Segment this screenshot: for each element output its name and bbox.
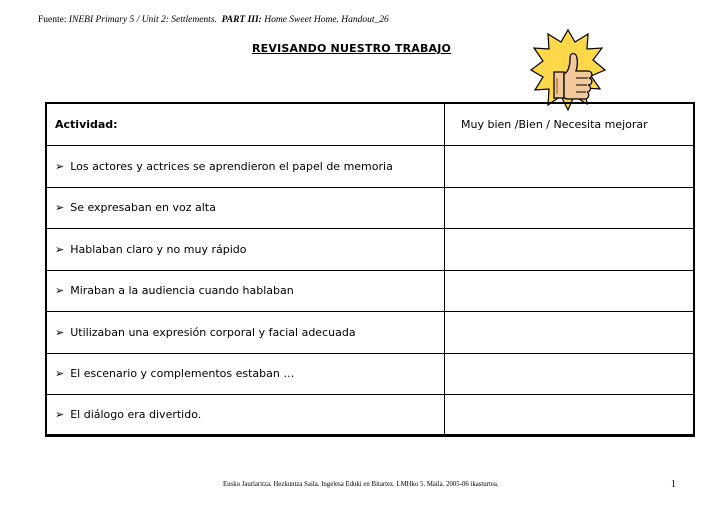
activity-header: Actividad:	[55, 118, 118, 131]
rating-cell[interactable]	[445, 229, 693, 270]
header-source: INEBI Primary 5 / Unit 2: Settlements.	[68, 15, 217, 25]
arrow-bullet-icon: ➢	[55, 201, 65, 215]
table-row	[47, 354, 693, 396]
header-prefix: Fuente:	[38, 15, 69, 25]
rating-cell[interactable]	[445, 271, 693, 312]
rating-cell[interactable]	[445, 188, 693, 229]
header-part: PART III:	[221, 15, 262, 25]
arrow-bullet-icon: ➢	[55, 408, 65, 421]
activity-item: Miraban a la audiencia cuando hablaban	[70, 284, 294, 298]
page-title: REVISANDO NUESTRO TRABAJO	[252, 42, 452, 55]
rating-header: Muy bien /Bien / Necesita mejorar	[461, 118, 648, 131]
table-row	[47, 271, 693, 313]
page-number: 1	[671, 479, 676, 490]
table-row	[47, 229, 693, 271]
arrow-bullet-icon: ➢	[55, 242, 65, 256]
activity-item: Hablaban claro y no muy rápido	[70, 242, 247, 256]
activity-item: Utilizaban una expresión corporal y facial adecuada	[70, 325, 356, 339]
activity-item: El diálogo era divertido.	[70, 408, 202, 421]
table-row	[47, 312, 693, 354]
rating-cell[interactable]	[445, 354, 693, 395]
table-row	[47, 188, 693, 230]
rating-cell[interactable]	[445, 146, 693, 187]
header-topic: Home Sweet Home. Handout_26	[264, 15, 389, 25]
arrow-bullet-icon: ➢	[55, 367, 65, 381]
rating-cell[interactable]	[445, 312, 693, 353]
arrow-bullet-icon: ➢	[55, 325, 65, 339]
page-header	[38, 15, 389, 25]
arrow-bullet-icon: ➢	[55, 159, 65, 173]
activity-item: Se expresaban en voz alta	[70, 201, 216, 215]
table-header-row	[47, 104, 693, 146]
page-footer: Eusko Jaurlaritza. Hezkuntza Saila. Ingelesa Eduki en Bitartez. LMHko 5. Maila. 2005-06 ikasturtea.	[223, 481, 499, 488]
activity-item: El escenario y complementos estaban …	[70, 367, 295, 381]
rating-cell[interactable]	[445, 395, 693, 434]
table-row	[47, 146, 693, 188]
table-row	[47, 395, 693, 434]
activity-item: Los actores y actrices se aprendieron el papel de memoria	[70, 159, 393, 173]
evaluation-table	[45, 102, 695, 437]
arrow-bullet-icon: ➢	[55, 284, 65, 298]
